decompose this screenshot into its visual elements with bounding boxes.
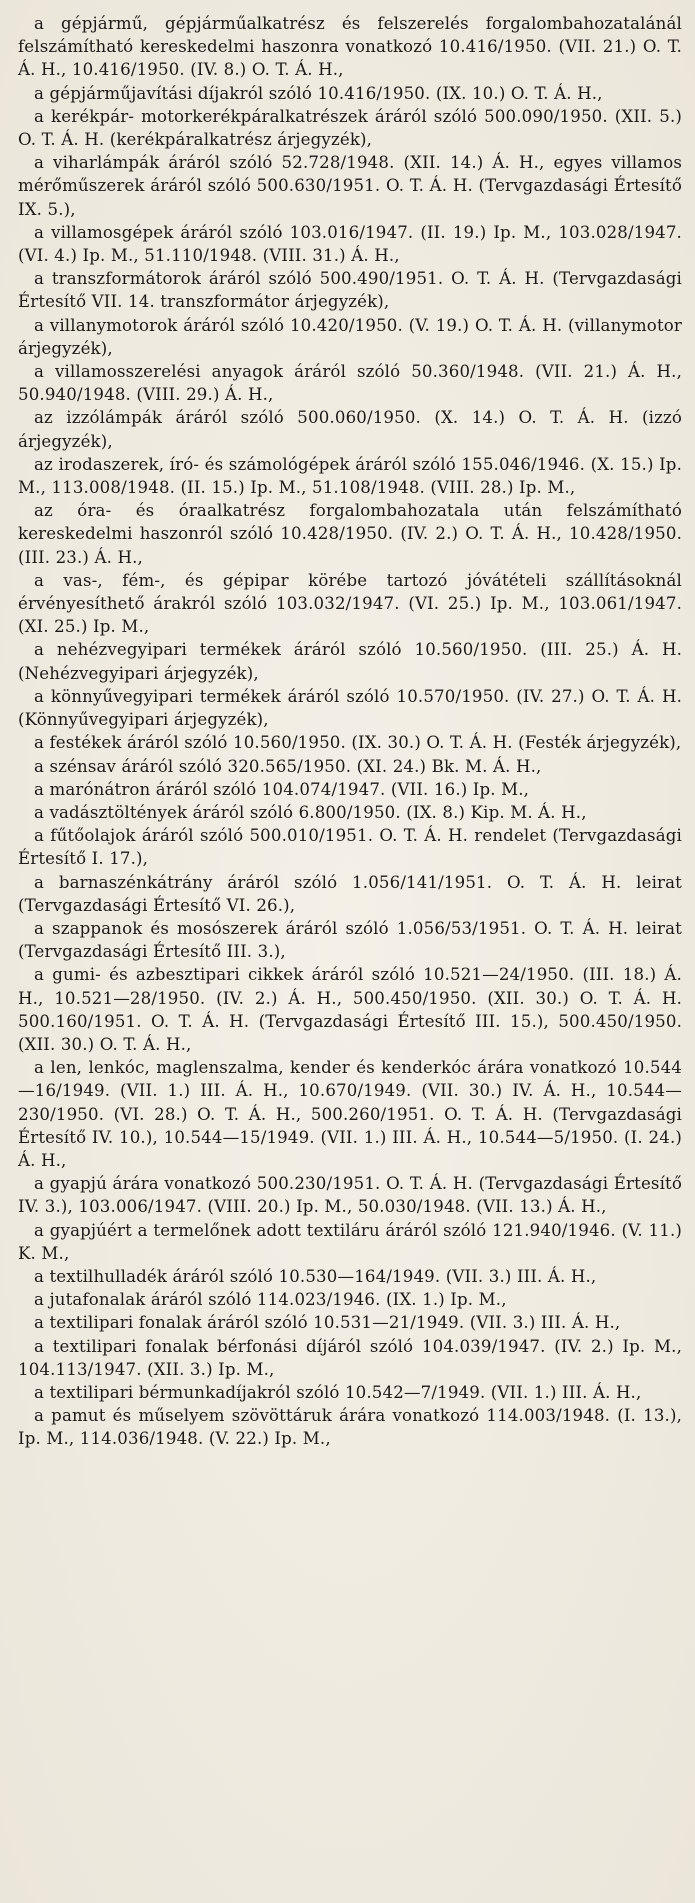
regulation-entry: a fűtőolajok áráról szóló 500.010/1951. O. T. Á. H. rendelet (Tervgazdasági Értesítő I. 17.), (18, 826, 682, 869)
regulation-entry: a gyapjúért a termelőnek adott textiláru áráról szóló 121.940/1946. (V. 11.) K. M., (18, 1220, 682, 1263)
regulation-entry: a szénsav áráról szóló 320.565/1950. (XI. 24.) Bk. M. Á. H., (34, 756, 542, 776)
regulation-entry: a villamosgépek áráról szóló 103.016/1947. (II. 19.) Ip. M., 103.028/1947. (VI. 4.) Ip. M., 51.110/1948. (VIII. 31.) Á. H., (18, 222, 682, 266)
regulation-entry: a gyapjú árára vonatkozó 500.230/1951. O. T. Á. H. (Tervgazdasági Értesítő IV. 3.), 103.006/1947. (VIII. 20.) Ip. M., 50.030/1948. (VII. 13.) Á. H., (18, 1174, 682, 1217)
text-column (18, 12, 682, 1451)
regulation-entry: a barnaszénkátrány áráról szóló 1.056/141/1951. O. T. Á. H. leirat (Tervgazdasági Értesítő VI. 26.), (18, 872, 682, 915)
regulation-entry: a len, lenkóc, maglenszalma, kender és kenderkóc árára vonatkozó 10.544—16/1949. (VII. 1.) III. Á. H., 10.670/1949. (VII. 30.) IV. Á. H., 10.544—230/1950. (VI. 28.) O. T. Á. H., 500.260/1951. O. T. Á. H. (Tervgazdasági Értesítő IV. 10.), 10.544—15/1949. (VII. 1.) III. Á. H., 10.544—5/1950. (I. 24.) Á. H., (18, 1058, 682, 1170)
regulation-entry: a villamosszerelési anyagok áráról szóló 50.360/1948. (VII. 21.) Á. H., 50.940/1948. (VIII. 29.) Á. H., (18, 362, 682, 405)
regulation-entry: a nehézvegyipari termékek áráról szóló 10.560/1950. (III. 25.) Á. H. (Nehézvegyipari árjegyzék), (18, 640, 682, 683)
regulation-entry: a textilipari fonalak bérfonási díjáról szóló 104.039/1947. (IV. 2.) Ip. M., 104.113/1947. (XII. 3.) Ip. M., (18, 1336, 682, 1379)
regulation-entry: az izzólámpák áráról szóló 500.060/1950. (X. 14.) O. T. Á. H. (izzó árjegyzék), (18, 408, 682, 451)
regulation-entry: a gumi- és azbesztipari cikkek áráról szóló 10.521—24/1950. (III. 18.) Á. H., 10.521—28/1950. (IV. 2.) Á. H., 500.450/1950. (XII. 30.) O. T. Á. H. 500.160/1951. O. T. Á. H. (Tervgazdasági Értesítő III. 15.), 500.450/1950. (XII. 30.) O. T. Á. H., (18, 965, 682, 1054)
regulation-entry: a vadásztöltények áráról szóló 6.800/1950. (IX. 8.) Kip. M. Á. H., (34, 802, 587, 822)
regulation-entry: az irodaszerek, író- és számológépek áráról szóló 155.046/1946. (X. 15.) Ip. M., 113.008/1948. (II. 15.) Ip. M., 51.108/1948. (VIII. 28.) Ip. M., (18, 454, 682, 498)
regulation-entry: a könnyűvegyipari termékek áráról szóló 10.570/1950. (IV. 27.) O. T. Á. H. (Könnyűvegyipari árjegyzék), (18, 686, 682, 730)
regulation-entry: a gépjármű, gépjárműalkatrész és felszerelés forgalombahozatalánál felszámítható kereskedelmi haszonra vonatkozó 10.416/1950. (VII. 21.) O. T. Á. H., 10.416/1950. (IV. 8.) O. T. Á. H., (18, 14, 682, 80)
regulation-entry: a textilipari fonalak áráról szóló 10.531—21/1949. (VII. 3.) III. Á. H., (34, 1313, 621, 1333)
regulation-entry: a jutafonalak áráról szóló 114.023/1946. (IX. 1.) Ip. M., (34, 1290, 507, 1310)
regulation-entry: a gépjárműjavítási díjakról szóló 10.416/1950. (IX. 10.) O. T. Á. H., (34, 83, 603, 103)
regulation-entry: a textilipari bérmunkadíjakról szóló 10.542—7/1949. (VII. 1.) III. Á. H., (34, 1382, 642, 1402)
regulation-entry: a marónátron áráról szóló 104.074/1947. (VII. 16.) Ip. M., (34, 779, 530, 799)
regulation-entry: az óra- és óraalkatrész forgalombahozatala után felszámítható kereskedelmi haszonról szóló 10.428/1950. (IV. 2.) O. T. Á. H., 10.428/1950. (III. 23.) Á. H., (18, 501, 682, 567)
regulation-entry: a festékek áráról szóló 10.560/1950. (IX. 30.) O. T. Á. H. (Festék árjegyzék), (34, 733, 682, 753)
regulation-entry: a szappanok és mosószerek áráról szóló 1.056/53/1951. O. T. Á. H. leirat (Tervgazdasági Értesítő III. 3.), (18, 918, 682, 962)
regulation-entry: a viharlámpák áráról szóló 52.728/1948. (XII. 14.) Á. H., egyes villamos mérőműszerek áráról szóló 500.630/1951. O. T. Á. H. (Tervgazdasági Értesítő IX. 5.), (18, 153, 682, 219)
regulation-entry: a transzformátorok áráról szóló 500.490/1951. O. T. Á. H. (Tervgazdasági Értesítő VII. 14. transzformátor árjegyzék), (18, 269, 682, 312)
regulation-entry: a kerékpár- motorkerékpáralkatrészek áráról szóló 500.090/1950. (XII. 5.) O. T. Á. H. (kerékpáralkatrész árjegyzék), (18, 106, 682, 150)
regulation-entry: a villanymotorok áráról szóló 10.420/1950. (V. 19.) O. T. Á. H. (villanymotor árjegyzék), (18, 315, 682, 358)
regulation-entry: a pamut és műselyem szövöttáruk árára vonatkozó 114.003/1948. (I. 13.), Ip. M., 114.036/1948. (V. 22.) Ip. M., (18, 1406, 682, 1449)
regulation-entry: a textilhulladék áráról szóló 10.530—164/1949. (VII. 3.) III. Á. H., (34, 1266, 597, 1286)
regulation-entry: a vas-, fém-, és gépipar körébe tartozó jóvátételi szállításoknál érvényesíthető árakról szóló 103.032/1947. (VI. 25.) Ip. M., 103.061/1947. (XI. 25.) Ip. M., (18, 570, 682, 637)
